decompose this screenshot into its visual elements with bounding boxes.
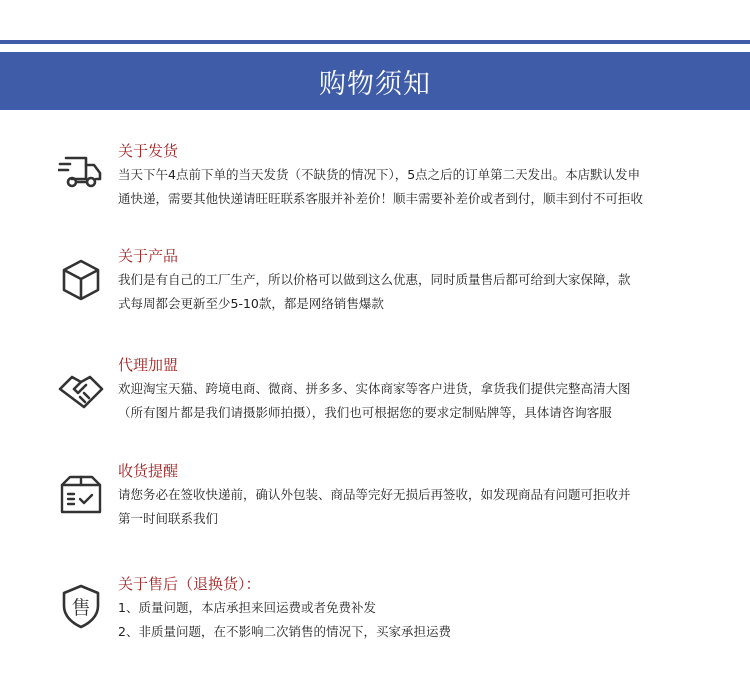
section-text-line: 欢迎淘宝天猫、跨境电商、微商、拼多多、实体商家等客户进货，拿货我们提供完整高清大图 — [118, 381, 631, 396]
section-title: 代理加盟 — [118, 356, 179, 374]
section-text-line: 1、质量问题，本店承担来回运费或者免费补发 — [118, 600, 376, 615]
section-text-line: 第一时间联系我们 — [118, 511, 219, 526]
delivery-truck-icon — [58, 148, 104, 194]
section-text-line: 通快递，需要其他快递请旺旺联系客服并补差价！顺丰需要补差价或者到付，顺丰到付不可拒收 — [118, 191, 644, 206]
shield-char: 售 — [71, 597, 91, 619]
box-cube-icon — [58, 257, 104, 303]
section-text-line: （所有图片都是我们请摄影师拍摄），我们也可根据您的要求定制贴牌等，具体请咨询客服 — [118, 405, 612, 420]
section-title: 关于售后（退换货）： — [118, 575, 261, 593]
page-title: 购物须知 — [319, 68, 431, 100]
section-text-line: 当天下午4点前下单的当天发货（不缺货的情况下），5点之后的订单第二天发出。本店默认发申 — [118, 167, 641, 182]
section-title: 关于产品 — [118, 247, 179, 265]
section-text-line: 2、非质量问题，在不影响二次销售的情况下，买家承担运费 — [118, 624, 451, 639]
section-title: 关于发货 — [118, 142, 179, 160]
handshake-icon — [58, 366, 104, 412]
section-text-line: 式每周都会更新至少5-10款，都是网络销售爆款 — [118, 296, 384, 311]
top-divider-line — [0, 40, 750, 44]
after-sales-shield-icon — [58, 583, 104, 629]
page-header-banner — [0, 52, 750, 110]
parcel-check-icon — [58, 472, 104, 518]
section-text-line: 请您务必在签收快递前，确认外包装、商品等完好无损后再签收，如发现商品有问题可拒收并 — [118, 487, 631, 502]
section-title: 收货提醒 — [118, 462, 179, 480]
section-text-line: 我们是有自己的工厂生产，所以价格可以做到这么优惠，同时质量售后都可给到大家保障，款 — [118, 272, 631, 287]
